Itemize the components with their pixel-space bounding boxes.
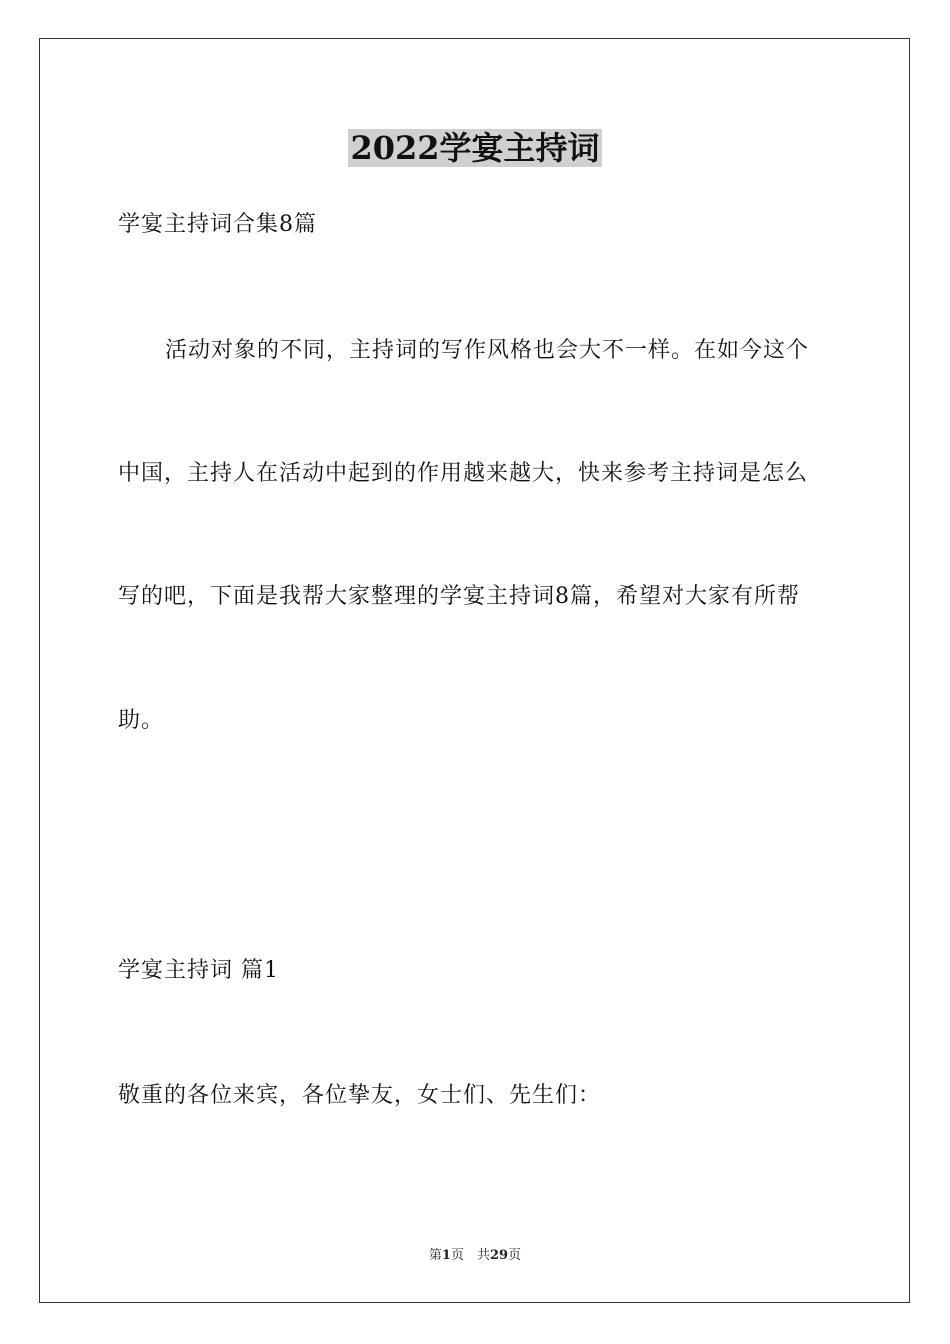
document-title bbox=[0, 126, 950, 170]
intro-line-1: 活动对象的不同，主持词的写作风格也会大不一样。在如今这个 bbox=[165, 338, 810, 363]
document-title-text: 2022学宴主持词 bbox=[350, 129, 600, 167]
document-subtitle: 学宴主持词合集8篇 bbox=[118, 212, 317, 237]
footer-page-mid: 页 共 bbox=[450, 1248, 490, 1263]
intro-line-3: 写的吧，下面是我帮大家整理的学宴主持词8篇，希望对大家有所帮 bbox=[118, 584, 800, 609]
greeting-line: 敬重的各位来宾，各位挚友，女士们、先生们： bbox=[118, 1083, 602, 1108]
footer-page-prefix: 第 bbox=[428, 1248, 442, 1263]
intro-line-2: 中国，主持人在活动中起到的作用越来越大，快来参考主持词是怎么 bbox=[118, 461, 809, 486]
footer-page-number: 1 bbox=[441, 1248, 451, 1263]
intro-line-4: 助。 bbox=[118, 708, 165, 733]
footer-page-suffix: 页 bbox=[508, 1248, 522, 1263]
section-heading: 学宴主持词 篇1 bbox=[118, 958, 279, 983]
footer-total-pages: 29 bbox=[489, 1248, 509, 1263]
page-footer bbox=[0, 1247, 950, 1265]
